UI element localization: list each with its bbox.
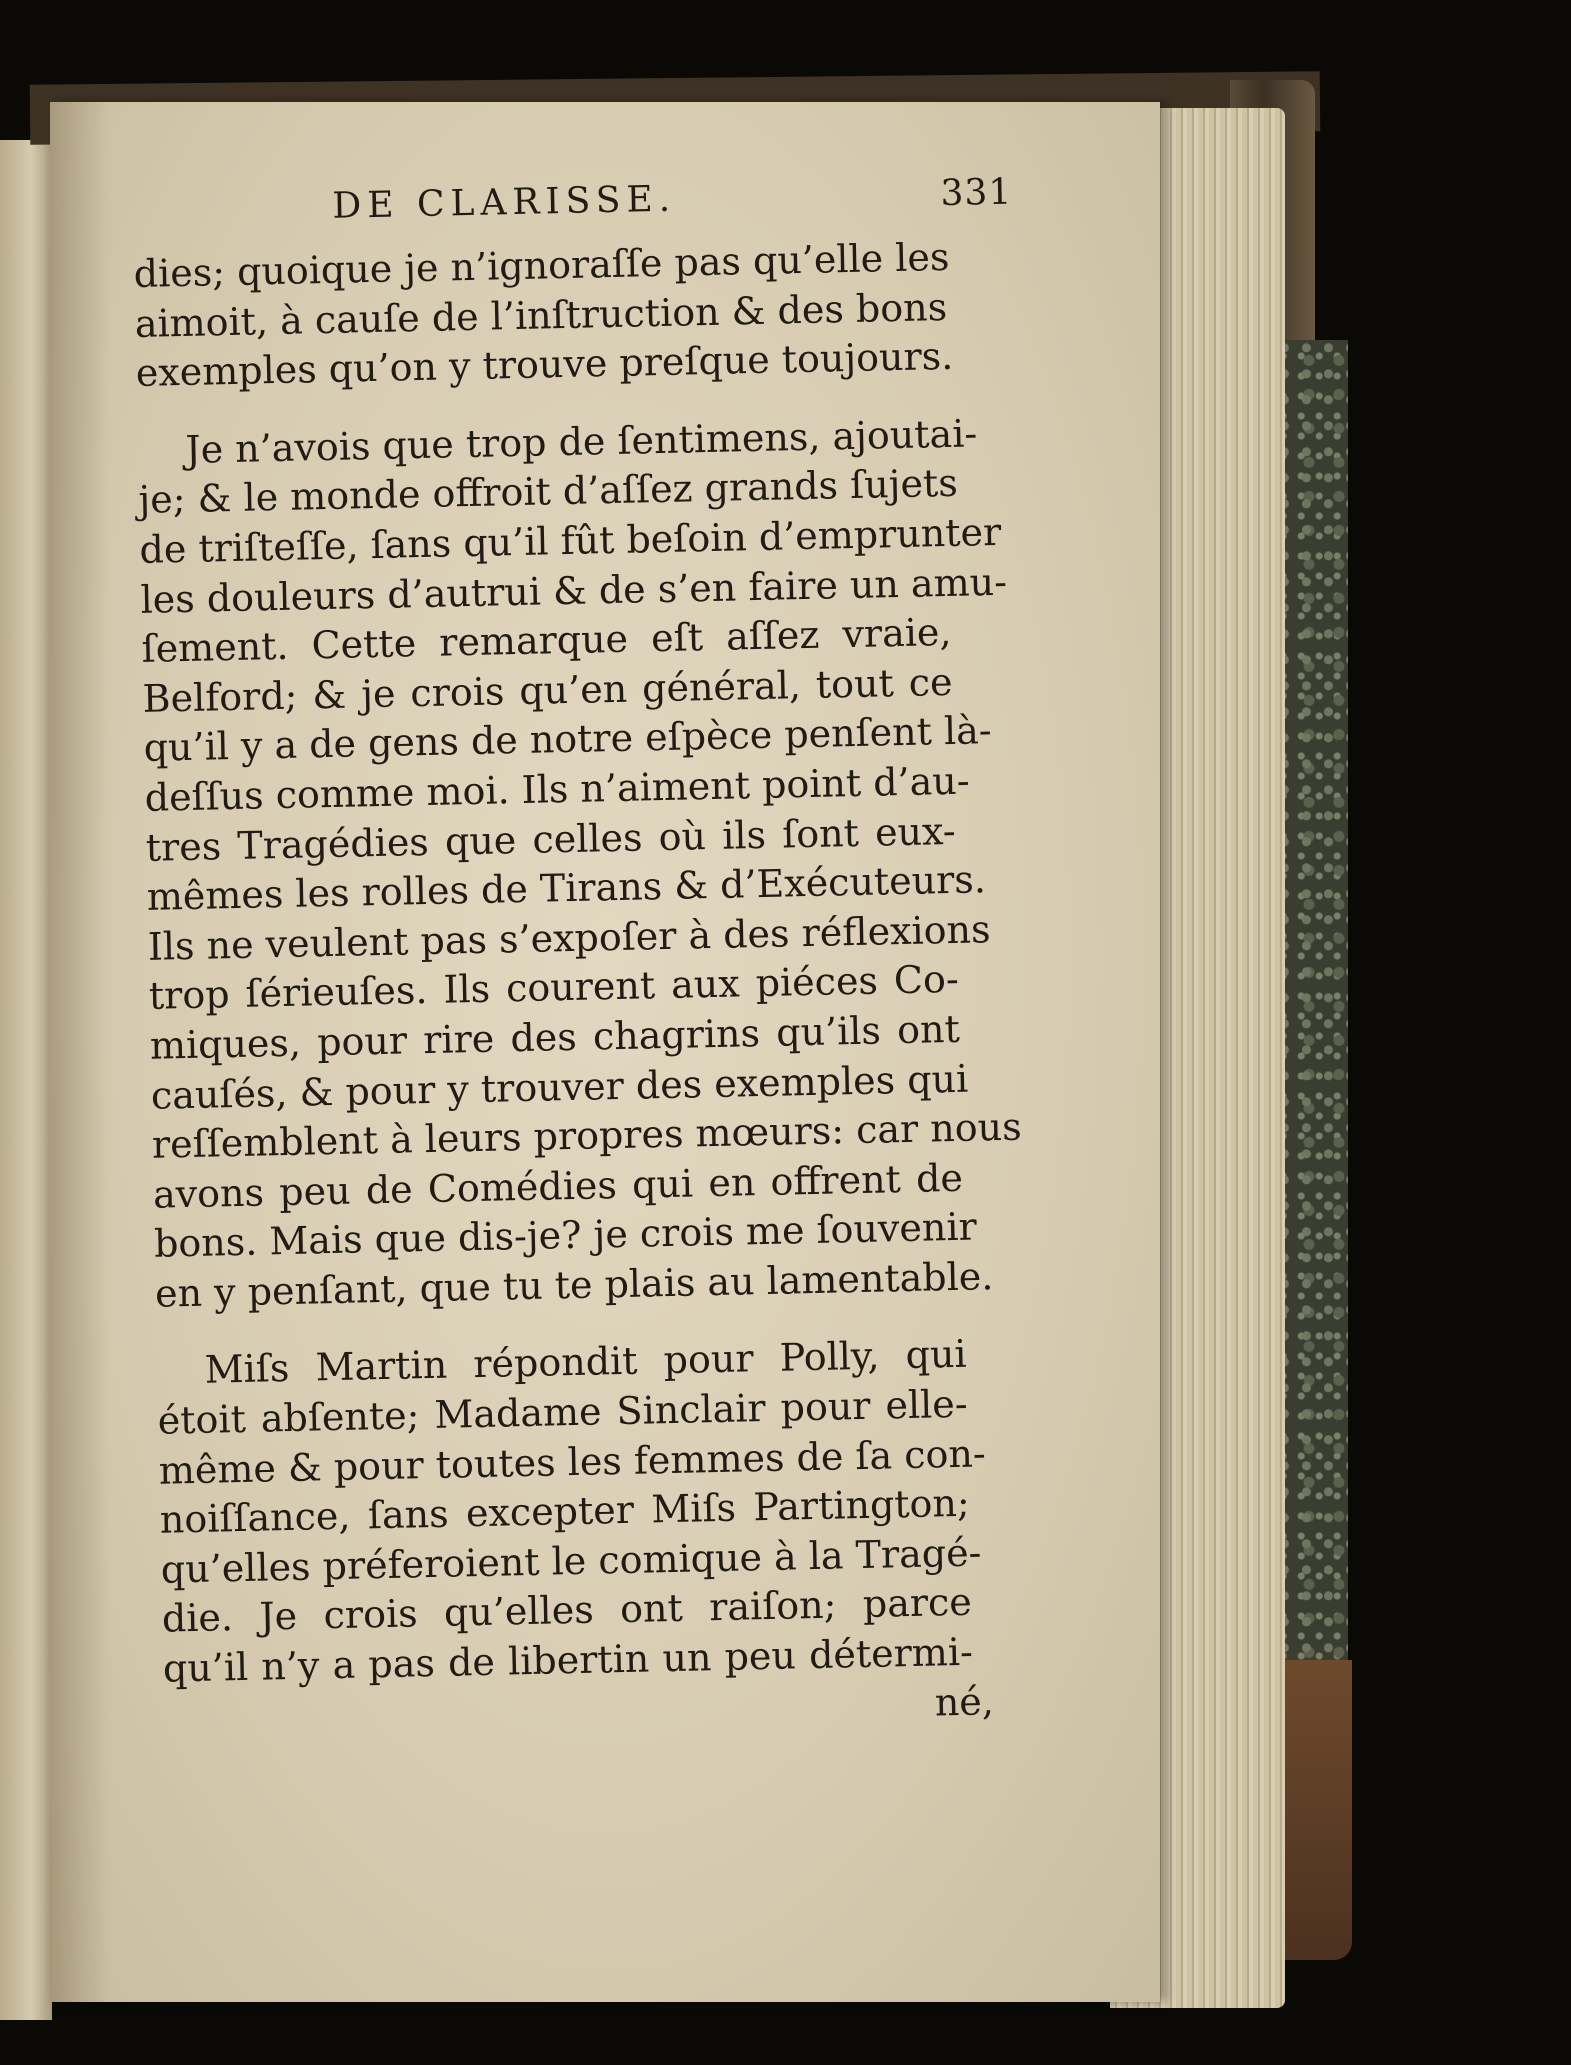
- text-line: aimoit, à cauſe de l’inſtruction & des bons: [134, 284, 948, 346]
- text-line: avons peu de Comédies qui en offrent de: [152, 1155, 964, 1217]
- text-line: de triſteſſe, ſans qu’il fût beſoin d’emprunter: [139, 509, 1002, 572]
- text-line: étoit abſente; Madame Sinclair pour elle-: [157, 1381, 969, 1443]
- text-line: bons. Mais que dis-je? je crois me ſouvenir: [153, 1204, 978, 1267]
- text-line: Ils ne veulent pas s’expoſer à des réflexions: [147, 906, 991, 969]
- text-line: noiſſance, ſans excepter Miſs Partington;: [159, 1480, 971, 1542]
- text-line: Je n’avois que trop de ſentimens, ajoutai-: [184, 411, 978, 472]
- paragraph-2: [137, 408, 1036, 1319]
- text-line: mêmes les rolles de Tirans & d’Exécuteurs.: [146, 857, 987, 919]
- text-line: en y penſant, que tu te plais au lamentable.: [154, 1254, 994, 1316]
- gutter-shadow: [50, 102, 110, 2002]
- text-line: exemples qu’on y trouve preſque toujours.: [135, 334, 954, 396]
- text-line: cauſés, & pour y trouver des exemples qui: [150, 1056, 969, 1118]
- text-line: ſement. Cette remarque eſt aſſez vraie,: [141, 610, 952, 672]
- text-line: dies; quoique je n’ignoraſſe pas qu’elle les: [133, 234, 950, 296]
- text-line: je; & le monde offroit d’aſſez grands ſujets: [138, 461, 959, 523]
- catchword: né,: [934, 1678, 995, 1725]
- text-line: Belford; & je crois qu’en général, tout ce: [142, 659, 953, 721]
- text-line: reſſemblent à leurs propres mœurs: car nous: [151, 1104, 1023, 1167]
- paragraph-1: [133, 232, 1016, 399]
- page-text: [132, 172, 1044, 1744]
- running-title: DE CLARISSE.: [331, 178, 677, 227]
- text-line: qu’elles préferoient le comique à la Tragé-: [160, 1530, 982, 1592]
- page-number: 331: [940, 171, 1013, 215]
- text-line: même & pour toutes les femmes de ſa con-: [158, 1431, 987, 1493]
- text-line: les douleurs d’autrui & de s’en faire un amu-: [140, 559, 1008, 622]
- paragraph-3: [156, 1329, 1043, 1695]
- book-page: [50, 102, 1160, 2002]
- text-line: miques, pour rire des chagrins qu’ils ont: [149, 1006, 961, 1068]
- text-line: deſſus comme moi. Ils n’aiment point d’au-: [144, 758, 971, 820]
- facing-page-edge: [0, 140, 52, 2020]
- text-line: qu’il y a de gens de notre eſpèce penſent là-: [143, 708, 993, 771]
- text-line: qu’il n’y a pas de libertin un peu détermi-: [162, 1629, 974, 1691]
- text-line: die. Je crois qu’elles ont raiſon; parce: [161, 1580, 973, 1642]
- text-line: Miſs Martin répondit pour Polly, qui: [204, 1332, 968, 1393]
- text-line: trop ſérieuſes. Ils courent aux piéces Co-: [148, 957, 960, 1019]
- text-line: tres Tragédies que celles où ils ſont eux-: [145, 808, 957, 870]
